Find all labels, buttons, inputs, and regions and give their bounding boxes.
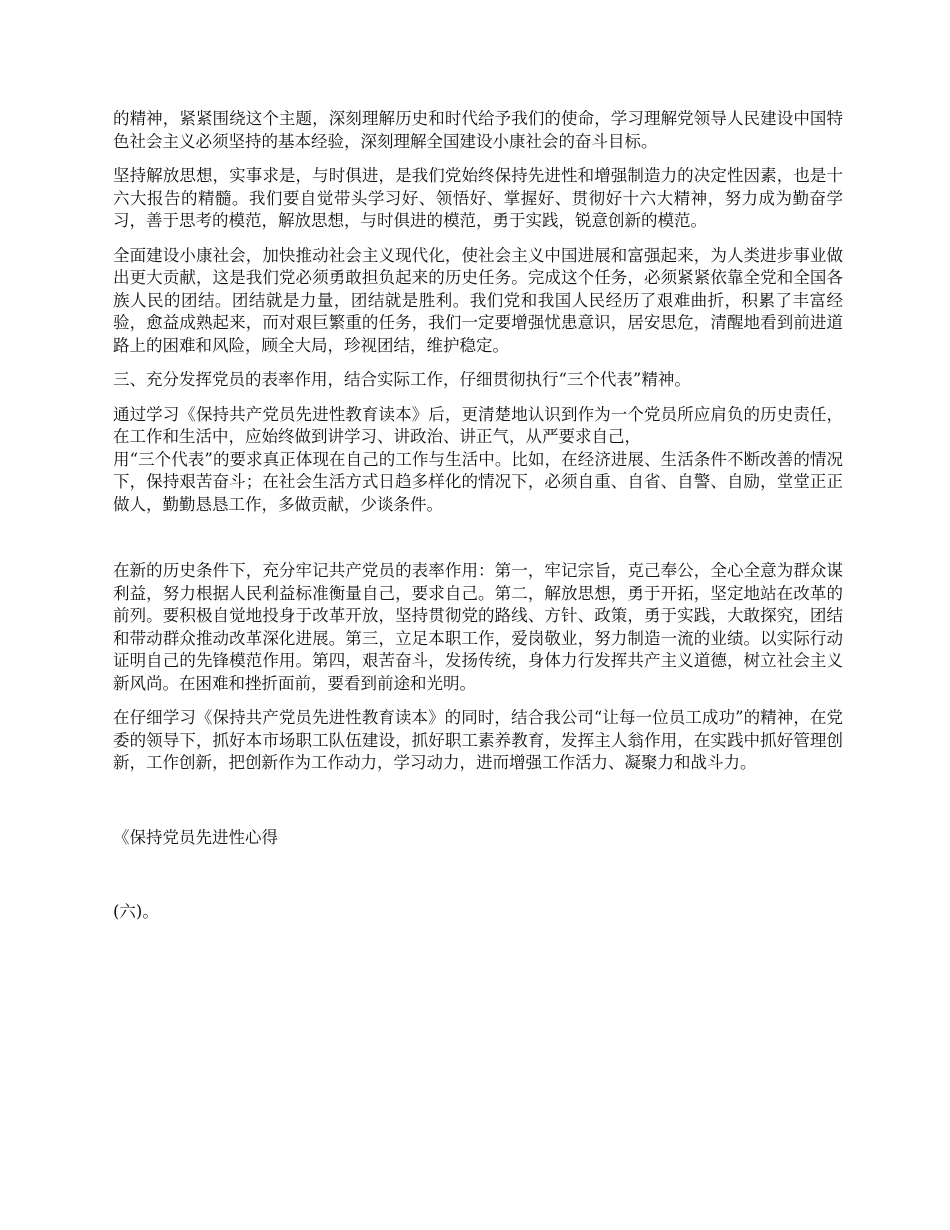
paragraph-1: 的精神，紧紧围绕这个主题，深刻理解历史和时代给予我们的使命，学习理解党领导人民建设中国特色社会主义必须坚持的基本经验，深刻理解全国建设小康社会的奋斗目标。 (113, 109, 843, 151)
paragraph-3: 全面建设小康社会，加快推动社会主义现代化，使社会主义中国进展和富强起来，为人类进步事业做出更大贡献，这是我们党必须勇敢担负起来的历史任务。完成这个任务，必须紧紧依靠全党和全国各族人民的团结。团结就是力量，团结就是胜利。我们党和我国人民经历了艰难曲折，积累了丰富经验，愈益成熟起来，而对艰巨繁重的任务，我们一定要增强忧患意识，居安思危，清醒地看到前进道路上的困难和风险，顾全大局，珍视团结，维护稳定。 (113, 245, 843, 355)
paragraph-5: 在新的历史条件下，充分牢记共产党员的表率作用：第一，牢记宗旨，克己奉公，全心全意为群众谋利益，努力根据人民利益标准衡量自己，要求自己。第二，解放思想，勇于开拓，坚定地站在改革的前列。要积极自觉地投身于改革开放，坚持贯彻党的路线、方针、政策，勇于实践，大敢探究，团结和带动群众推动改革深化进展。第三，立足本职工作，爱岗敬业，努力制造一流的业绩。以实际行动证明自己的先锋模范作用。第四，艰苦奋斗，发扬传统，身体力行发挥共产主义道德，树立社会主义新风尚。在困难和挫折面前，要看到前途和光明。 (113, 561, 843, 693)
section-heading: 三、充分发挥党员的表率作用，结合实际工作，仔细贯彻执行“三个代表”精神。 (113, 370, 691, 389)
document-body (113, 108, 843, 936)
paragraph-6: 在仔细学习《保持共产党员先进性教育读本》的同时，结合我公司“让每一位员工成功”的精神，在党委的领导下，抓好本市场职工队伍建设，抓好职工素养教育，发挥主人翁作用，在实践中抓好管理创新，工作创新，把创新作为工作动力，学习动力，进而增强工作活力、凝聚力和战斗力。 (113, 708, 843, 772)
paragraph-2: 坚持解放思想，实事求是，与时俱进，是我们党始终保持先进性和增强制造力的决定性因素，也是十六大报告的精髓。我们要自觉带头学习好、领悟好、掌握好、贯彻好十六大精神，努力成为勤奋学习，善于思考的模范，解放思想，与时俱进的模范，勇于实践，锐意创新的模范。 (113, 166, 843, 230)
part-number: (六)。 (113, 902, 159, 921)
title-fragment: 《保持党员先进性心得 (113, 827, 278, 847)
paragraph-4: 通过学习《保持共产党员先进性教育读本》后，更清楚地认识到作为一个党员所应肩负的历史责任，在工作和生活中，应始终做到讲学习、讲政治、讲正气，从严要求自己， 用“三个代表”的要求真正体现在自己的工作与生活中。比如，在经济进展、生活条件不断改善的情况下，保持艰苦奋斗；在社会生活方式日趋多样化的情况下，必须自重、自省、自警、自励，堂堂正正做人，勤勤恳恳工作，多做贡献，少谈条件。 (113, 404, 843, 514)
